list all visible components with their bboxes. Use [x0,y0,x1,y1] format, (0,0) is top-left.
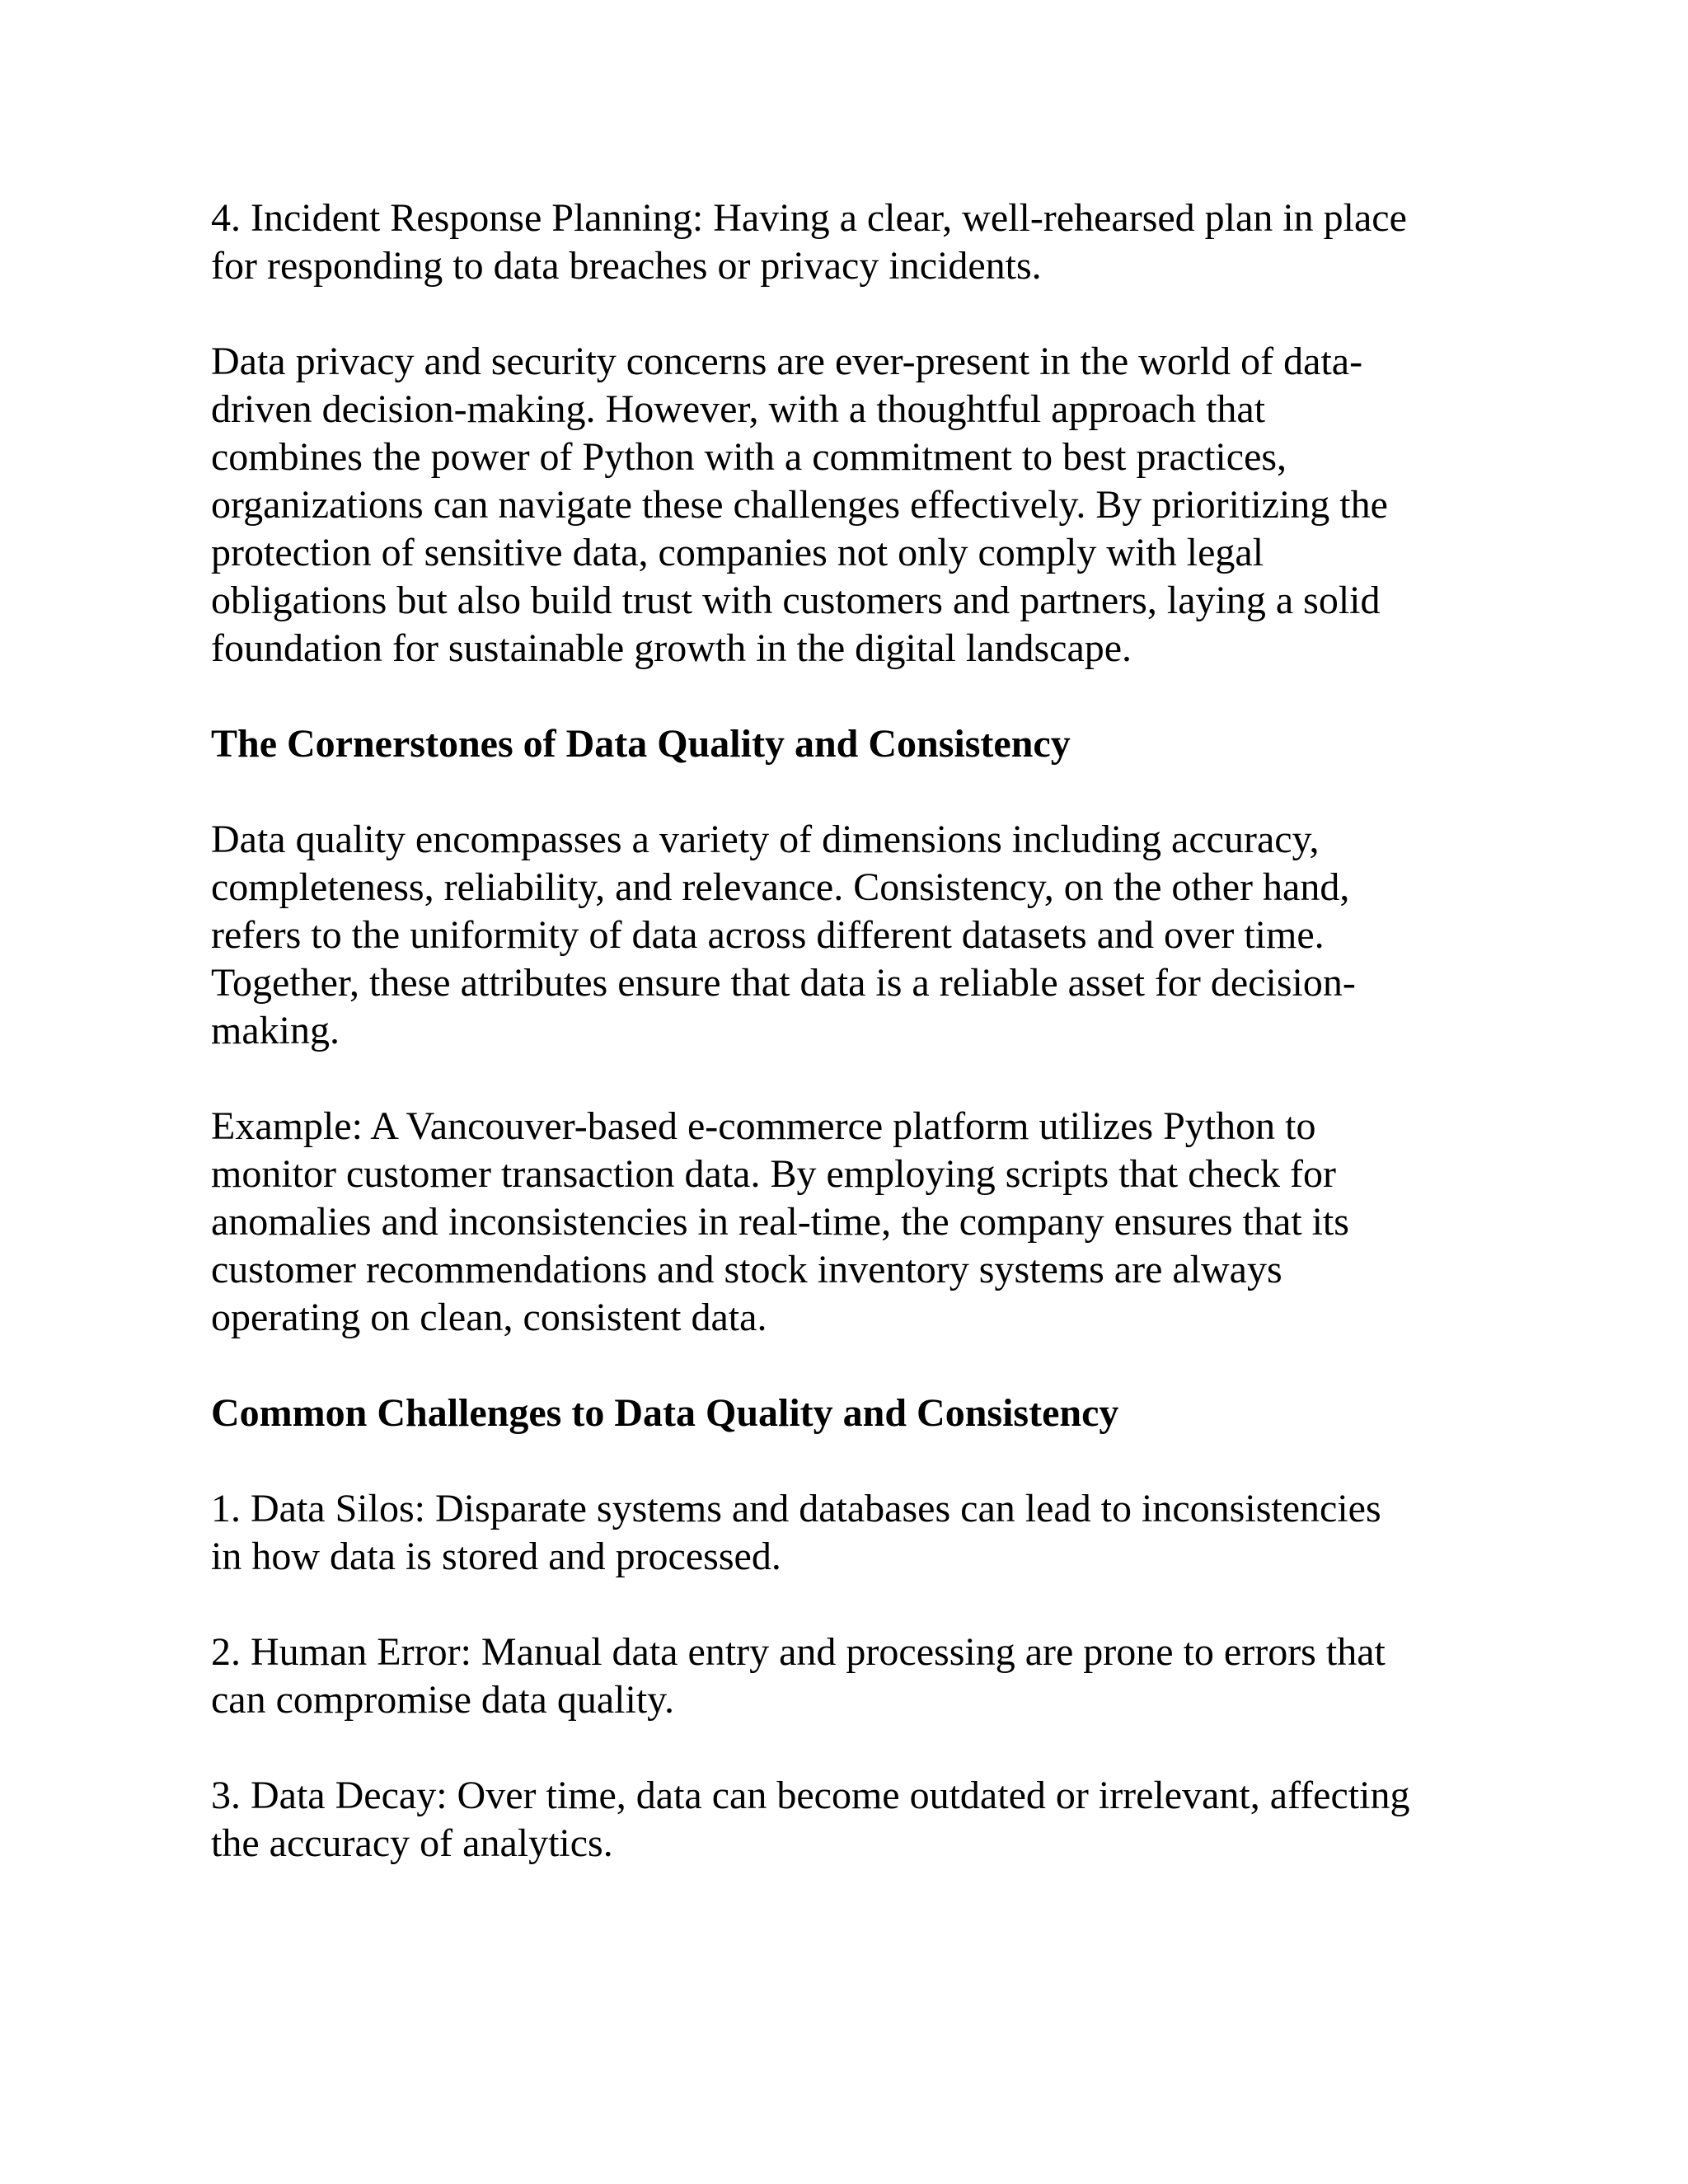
text-line: refers to the uniformity of data across different datasets and over time. [211,913,1325,957]
section-heading-cornerstones: The Cornerstones of Data Quality and Consistency [211,722,1071,766]
paragraph-gap [211,1055,1497,1103]
paragraph-gap [211,673,1497,720]
text-line: completeness, reliability, and relevance. Consistency, on the other hand, [211,865,1350,909]
page-content [211,194,1497,1868]
text-line: operating on clean, consistent data. [211,1296,767,1339]
text-line: monitor customer transaction data. By employing scripts that check for [211,1152,1336,1196]
text-line: 4. Incident Response Planning: Having a clear, well-rehearsed plan in place [211,196,1407,240]
text-line: foundation for sustainable growth in the digital landscape. [211,626,1132,670]
text-line: protection of sensitive data, companies not only comply with legal [211,531,1264,574]
paragraph-gap [211,1437,1497,1485]
text-line: Data privacy and security concerns are ever-present in the world of data- [211,340,1363,383]
list-item-data-decay [211,1772,1497,1868]
text-line: combines the power of Python with a commitment to best practices, [211,435,1287,479]
example-paragraph [211,1103,1497,1342]
paragraph-gap [211,1342,1497,1390]
text-line: Example: A Vancouver-based e-commerce platform utilizes Python to [211,1104,1316,1148]
paragraph-gap [211,1581,1497,1629]
text-line: can compromise data quality. [211,1678,675,1722]
section-heading-challenges: Common Challenges to Data Quality and Consistency [211,1391,1119,1435]
text-line: anomalies and inconsistencies in real-time, the company ensures that its [211,1200,1349,1244]
text-line: making. [211,1009,340,1052]
quality-paragraph [211,816,1497,1055]
paragraph-gap [211,768,1497,816]
text-line: 3. Data Decay: Over time, data can become outdated or irrelevant, affecting [211,1774,1410,1817]
text-line: organizations can navigate these challenges effectively. By prioritizing the [211,483,1388,527]
text-line: driven decision-making. However, with a thoughtful approach that [211,387,1266,431]
text-line: Together, these attributes ensure that data is a reliable asset for decision- [211,961,1356,1005]
text-line: 1. Data Silos: Disparate systems and databases can lead to inconsistencies [211,1487,1381,1530]
list-item-human-error [211,1629,1497,1724]
paragraph-gap [211,290,1497,338]
text-line: in how data is stored and processed. [211,1535,781,1578]
text-line: 2. Human Error: Manual data entry and processing are prone to errors that [211,1630,1386,1674]
text-line: Data quality encompasses a variety of dimensions including accuracy, [211,818,1320,861]
privacy-paragraph [211,338,1497,673]
list-item-data-silos [211,1485,1497,1581]
paragraph-gap [211,1724,1497,1772]
text-line: the accuracy of analytics. [211,1821,613,1865]
text-line: obligations but also build trust with customers and partners, laying a solid [211,579,1381,622]
text-line: customer recommendations and stock inventory systems are always [211,1248,1282,1291]
list-item-incident-response [211,194,1497,290]
text-line: for responding to data breaches or privacy incidents. [211,244,1042,288]
